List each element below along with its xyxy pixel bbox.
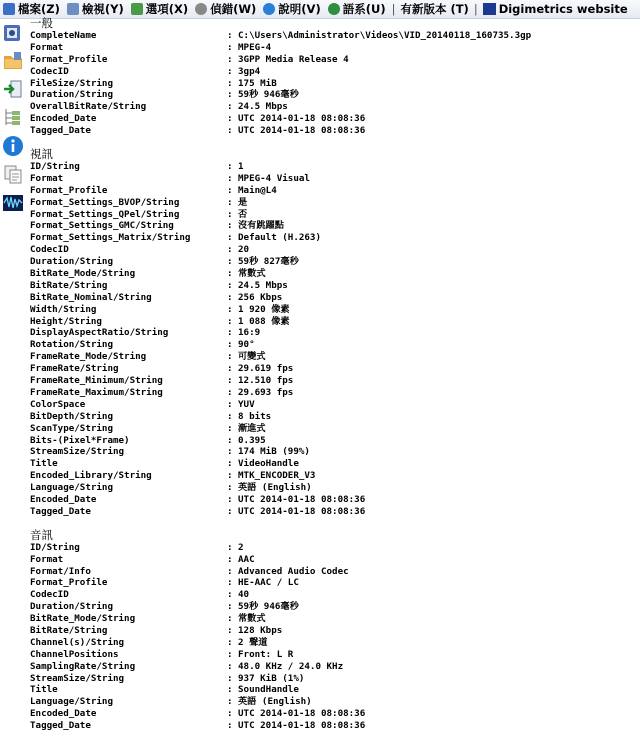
- folder-icon[interactable]: [1, 49, 24, 72]
- info-colon: :: [227, 624, 233, 636]
- info-row: [30, 601, 635, 613]
- info-value: Default (H.263): [238, 232, 321, 244]
- section-gap: [30, 518, 635, 528]
- info-colon: :: [227, 577, 233, 589]
- info-row: [30, 387, 635, 399]
- info-row: [30, 458, 635, 470]
- info-key: Duration/String: [30, 256, 113, 268]
- menu-website-label: Digimetrics website: [498, 2, 628, 16]
- info-key: BitRate/String: [30, 279, 108, 291]
- info-colon: :: [227, 279, 233, 291]
- tree-icon[interactable]: [1, 105, 24, 128]
- info-key: Tagged_Date: [30, 125, 91, 137]
- info-colon: :: [227, 291, 233, 303]
- info-key: FrameRate_Minimum/String: [30, 375, 163, 387]
- info-key: Format_Profile: [30, 184, 108, 196]
- info-colon: :: [227, 303, 233, 315]
- info-value: HE-AAC / LC: [238, 577, 299, 589]
- info-row: [30, 446, 635, 458]
- info-key: Format_Settings_Matrix/String: [30, 232, 191, 244]
- info-key: Format_Settings_QPel/String: [30, 208, 180, 220]
- info-value: 英語 (English): [238, 482, 312, 494]
- info-row: [30, 161, 635, 173]
- info-key: Duration/String: [30, 601, 113, 613]
- menu-view-label: 檢視(Y): [81, 2, 124, 16]
- info-value: 3GPP Media Release 4: [238, 53, 349, 65]
- info-key: ColorSpace: [30, 398, 86, 410]
- section-title: 視訊: [30, 147, 53, 162]
- menu-separator: |: [391, 2, 396, 16]
- info-key: Format_Settings_BVOP/String: [30, 196, 180, 208]
- info-value: 256 Kbps: [238, 291, 283, 303]
- info-row: [30, 566, 635, 578]
- info-colon: :: [227, 41, 233, 53]
- info-row: [30, 375, 635, 387]
- info-value: UTC 2014-01-18 08:08:36: [238, 493, 366, 505]
- export-icon[interactable]: [1, 77, 24, 100]
- menu-debug-label: 偵錯(W): [210, 2, 257, 16]
- info-key: Format_Profile: [30, 577, 108, 589]
- info-key: Title: [30, 458, 58, 470]
- info-colon: :: [227, 541, 233, 553]
- info-key: CodecID: [30, 589, 69, 601]
- info-colon: :: [227, 553, 233, 565]
- help-icon: [263, 3, 275, 15]
- info-row: [30, 423, 635, 435]
- info-row: [30, 696, 635, 708]
- info-value: 174 MiB (99%): [238, 446, 310, 458]
- info-value: UTC 2014-01-18 08:08:36: [238, 113, 366, 125]
- info-value: AAC: [238, 553, 255, 565]
- info-value: 常數式: [238, 613, 266, 625]
- info-value: 12.510 fps: [238, 375, 294, 387]
- menu-options-label: 選項(X): [145, 2, 189, 16]
- info-key: StreamSize/String: [30, 672, 125, 684]
- info-value: UTC 2014-01-18 08:08:36: [238, 505, 366, 517]
- info-value: 常數式: [238, 268, 266, 280]
- info-colon: :: [227, 351, 233, 363]
- info-colon: :: [227, 505, 233, 517]
- info-key: BitRate_Nominal/String: [30, 291, 152, 303]
- info-row: [30, 649, 635, 661]
- info-value: 3gp4: [238, 65, 261, 77]
- info-row: [30, 506, 635, 518]
- info-key: CodecID: [30, 65, 69, 77]
- info-value: UTC 2014-01-18 08:08:36: [238, 720, 366, 732]
- info-value: 2 聲道: [238, 636, 268, 648]
- info-row: [30, 125, 635, 137]
- info-row: [30, 185, 635, 197]
- info-colon: :: [227, 244, 233, 256]
- info-row: [30, 673, 635, 685]
- info-value: 0.395: [238, 434, 266, 446]
- info-value: 128 Kbps: [238, 624, 283, 636]
- info-key: BitDepth/String: [30, 410, 113, 422]
- info-row: [30, 339, 635, 351]
- info-key: OverallBitRate/String: [30, 101, 147, 113]
- app-icon[interactable]: [1, 21, 24, 44]
- info-row: [30, 351, 635, 363]
- info-key: FrameRate_Mode/String: [30, 351, 147, 363]
- info-row: [30, 435, 635, 447]
- info-row: [30, 78, 635, 90]
- info-colon: :: [227, 410, 233, 422]
- info-key: Format_Profile: [30, 53, 108, 65]
- info-row: [30, 684, 635, 696]
- info-value: 175 MiB: [238, 77, 277, 89]
- info-row: [30, 256, 635, 268]
- info-colon: :: [227, 184, 233, 196]
- info-colon: :: [227, 161, 233, 173]
- info-row: [30, 554, 635, 566]
- info-key: BitRate_Mode/String: [30, 613, 136, 625]
- info-key: Width/String: [30, 303, 97, 315]
- info-row: [30, 637, 635, 649]
- options-icon: [131, 3, 143, 15]
- info-key: DisplayAspectRatio/String: [30, 327, 169, 339]
- info-row: [30, 280, 635, 292]
- info-value: UTC 2014-01-18 08:08:36: [238, 125, 366, 137]
- info-value: 24.5 Mbps: [238, 101, 288, 113]
- info-row: [30, 304, 635, 316]
- section-gap: [30, 137, 635, 147]
- info-row: [30, 173, 635, 185]
- info-row: [30, 482, 635, 494]
- info-row: [30, 494, 635, 506]
- file-icon: [3, 3, 15, 15]
- info-key: StreamSize/String: [30, 446, 125, 458]
- info-value: 否: [238, 208, 248, 220]
- info-key: Format_Settings_GMC/String: [30, 220, 174, 232]
- info-value: 90°: [238, 339, 255, 351]
- menu-help-label: 說明(V): [278, 2, 321, 16]
- info-key: Encoded_Date: [30, 113, 97, 125]
- info-key: SamplingRate/String: [30, 660, 136, 672]
- view-icon: [67, 3, 79, 15]
- info-row: [30, 625, 635, 637]
- info-key: ChannelPositions: [30, 648, 119, 660]
- info-value: 24.5 Mbps: [238, 279, 288, 291]
- info-value: 是: [238, 196, 248, 208]
- info-colon: :: [227, 208, 233, 220]
- info-row: [30, 232, 635, 244]
- info-colon: :: [227, 660, 233, 672]
- info-colon: :: [227, 493, 233, 505]
- info-value: 2: [238, 541, 244, 553]
- digimetrics-logo-icon: [483, 3, 496, 15]
- info-colon: :: [227, 708, 233, 720]
- info-colon: :: [227, 422, 233, 434]
- info-value: 沒有跳躍點: [238, 220, 284, 232]
- info-colon: :: [227, 589, 233, 601]
- info-row: [30, 613, 635, 625]
- info-row: [30, 589, 635, 601]
- info-value: 29.693 fps: [238, 386, 294, 398]
- info-row: [30, 66, 635, 78]
- info-icon[interactable]: [1, 134, 24, 157]
- menu-separator: |: [473, 2, 478, 16]
- info-row: [30, 89, 635, 101]
- info-row: [30, 30, 635, 42]
- info-colon: :: [227, 648, 233, 660]
- info-row: [30, 197, 635, 209]
- info-colon: :: [227, 172, 233, 184]
- info-value: 59秒 946毫秒: [238, 89, 299, 101]
- info-key: Bits-(Pixel*Frame): [30, 434, 130, 446]
- info-row: [30, 244, 635, 256]
- info-colon: :: [227, 327, 233, 339]
- info-key: Format: [30, 41, 64, 53]
- info-row: [30, 411, 635, 423]
- info-colon: :: [227, 684, 233, 696]
- menu-language-label: 語系(U): [342, 2, 386, 16]
- info-key: ID/String: [30, 161, 80, 173]
- info-value: Advanced Audio Codec: [238, 565, 349, 577]
- info-row: [30, 577, 635, 589]
- info-colon: :: [227, 65, 233, 77]
- info-colon: :: [227, 672, 233, 684]
- info-row: [30, 54, 635, 66]
- info-key: Encoded_Date: [30, 708, 97, 720]
- info-colon: :: [227, 315, 233, 327]
- media-info-text: [30, 16, 635, 732]
- info-value: 20: [238, 244, 250, 256]
- info-row: [30, 470, 635, 482]
- info-value: Main@L4: [238, 184, 277, 196]
- info-colon: :: [227, 720, 233, 732]
- info-colon: :: [227, 30, 233, 41]
- info-row: [30, 542, 635, 554]
- info-key: Format: [30, 172, 64, 184]
- info-key: Title: [30, 684, 58, 696]
- info-colon: :: [227, 398, 233, 410]
- info-colon: :: [227, 470, 233, 482]
- section-title: 音訊: [30, 527, 53, 542]
- info-colon: :: [227, 125, 233, 137]
- section-title: 一般: [30, 16, 53, 30]
- info-colon: :: [227, 268, 233, 280]
- info-key: BitRate/String: [30, 624, 108, 636]
- info-colon: :: [227, 339, 233, 351]
- info-value: Front: L R: [238, 648, 294, 660]
- toolbar-sidebar: [0, 19, 26, 745]
- info-colon: :: [227, 613, 233, 625]
- info-colon: :: [227, 101, 233, 113]
- info-key: Language/String: [30, 696, 113, 708]
- info-key: Rotation/String: [30, 339, 113, 351]
- debug-icon: [195, 3, 207, 15]
- info-key: FileSize/String: [30, 77, 113, 89]
- info-colon: :: [227, 458, 233, 470]
- info-key: Tagged_Date: [30, 720, 91, 732]
- info-key: Height/String: [30, 315, 102, 327]
- info-key: Duration/String: [30, 89, 113, 101]
- info-colon: :: [227, 482, 233, 494]
- info-key: BitRate_Mode/String: [30, 268, 136, 280]
- info-value: VideoHandle: [238, 458, 299, 470]
- info-key: CompleteName: [30, 30, 97, 41]
- info-key: Encoded_Library/String: [30, 470, 152, 482]
- info-value: 937 KiB (1%): [238, 672, 305, 684]
- info-value: MPEG-4 Visual: [238, 172, 310, 184]
- info-value: 1 088 像素: [238, 315, 290, 327]
- info-value: MPEG-4: [238, 41, 272, 53]
- info-key: Language/String: [30, 482, 113, 494]
- info-row: [30, 399, 635, 411]
- info-value: C:\Users\Administrator\Videos\VID_20140118_160735.3gp: [238, 30, 532, 41]
- info-row: [30, 42, 635, 54]
- info-colon: :: [227, 565, 233, 577]
- info-key: Channel(s)/String: [30, 636, 125, 648]
- info-value: 16:9: [238, 327, 261, 339]
- info-value: 可變式: [238, 351, 266, 363]
- info-key: ScanType/String: [30, 422, 113, 434]
- info-value: 英語 (English): [238, 696, 312, 708]
- info-row: [30, 292, 635, 304]
- info-colon: :: [227, 386, 233, 398]
- menu-new-version[interactable]: 有新版本 (T): [400, 2, 469, 16]
- info-value: YUV: [238, 398, 255, 410]
- info-key: Format/Info: [30, 565, 91, 577]
- info-colon: :: [227, 601, 233, 613]
- info-row: [30, 101, 635, 113]
- info-value: 48.0 KHz / 24.0 KHz: [238, 660, 344, 672]
- info-key: Format: [30, 553, 64, 565]
- waveform-icon[interactable]: [1, 191, 24, 214]
- info-row: [30, 327, 635, 339]
- info-value: 59秒 827毫秒: [238, 256, 299, 268]
- info-row: [30, 708, 635, 720]
- info-colon: :: [227, 220, 233, 232]
- info-value: 40: [238, 589, 250, 601]
- info-row: [30, 720, 635, 732]
- info-key: CodecID: [30, 244, 69, 256]
- info-colon: :: [227, 375, 233, 387]
- copy-icon[interactable]: [1, 162, 24, 185]
- info-colon: :: [227, 196, 233, 208]
- info-key: Encoded_Date: [30, 493, 97, 505]
- info-row: [30, 316, 635, 328]
- info-row: [30, 661, 635, 673]
- info-value: 漸進式: [238, 422, 266, 434]
- info-row: [30, 209, 635, 221]
- info-value: 59秒 946毫秒: [238, 601, 299, 613]
- info-value: MTK_ENCODER_V3: [238, 470, 316, 482]
- info-row: [30, 268, 635, 280]
- info-colon: :: [227, 636, 233, 648]
- info-value: SoundHandle: [238, 684, 299, 696]
- info-key: ID/String: [30, 541, 80, 553]
- info-row: [30, 363, 635, 375]
- info-colon: :: [227, 113, 233, 125]
- info-colon: :: [227, 53, 233, 65]
- info-key: Tagged_Date: [30, 505, 91, 517]
- info-colon: :: [227, 363, 233, 375]
- info-value: UTC 2014-01-18 08:08:36: [238, 708, 366, 720]
- info-key: FrameRate_Maximum/String: [30, 386, 163, 398]
- info-value: 1: [238, 161, 244, 173]
- info-value: 1 920 像素: [238, 303, 290, 315]
- menu-website[interactable]: [480, 2, 631, 16]
- info-colon: :: [227, 232, 233, 244]
- info-row: [30, 113, 635, 125]
- info-colon: :: [227, 434, 233, 446]
- info-colon: :: [227, 89, 233, 101]
- info-colon: :: [227, 256, 233, 268]
- info-value: 8 bits: [238, 410, 272, 422]
- info-key: FrameRate/String: [30, 363, 119, 375]
- language-icon: [328, 3, 340, 15]
- info-colon: :: [227, 446, 233, 458]
- menu-file-label: 檔案(Z): [18, 2, 60, 16]
- info-colon: :: [227, 77, 233, 89]
- info-row: [30, 220, 635, 232]
- info-colon: :: [227, 696, 233, 708]
- info-value: 29.619 fps: [238, 363, 294, 375]
